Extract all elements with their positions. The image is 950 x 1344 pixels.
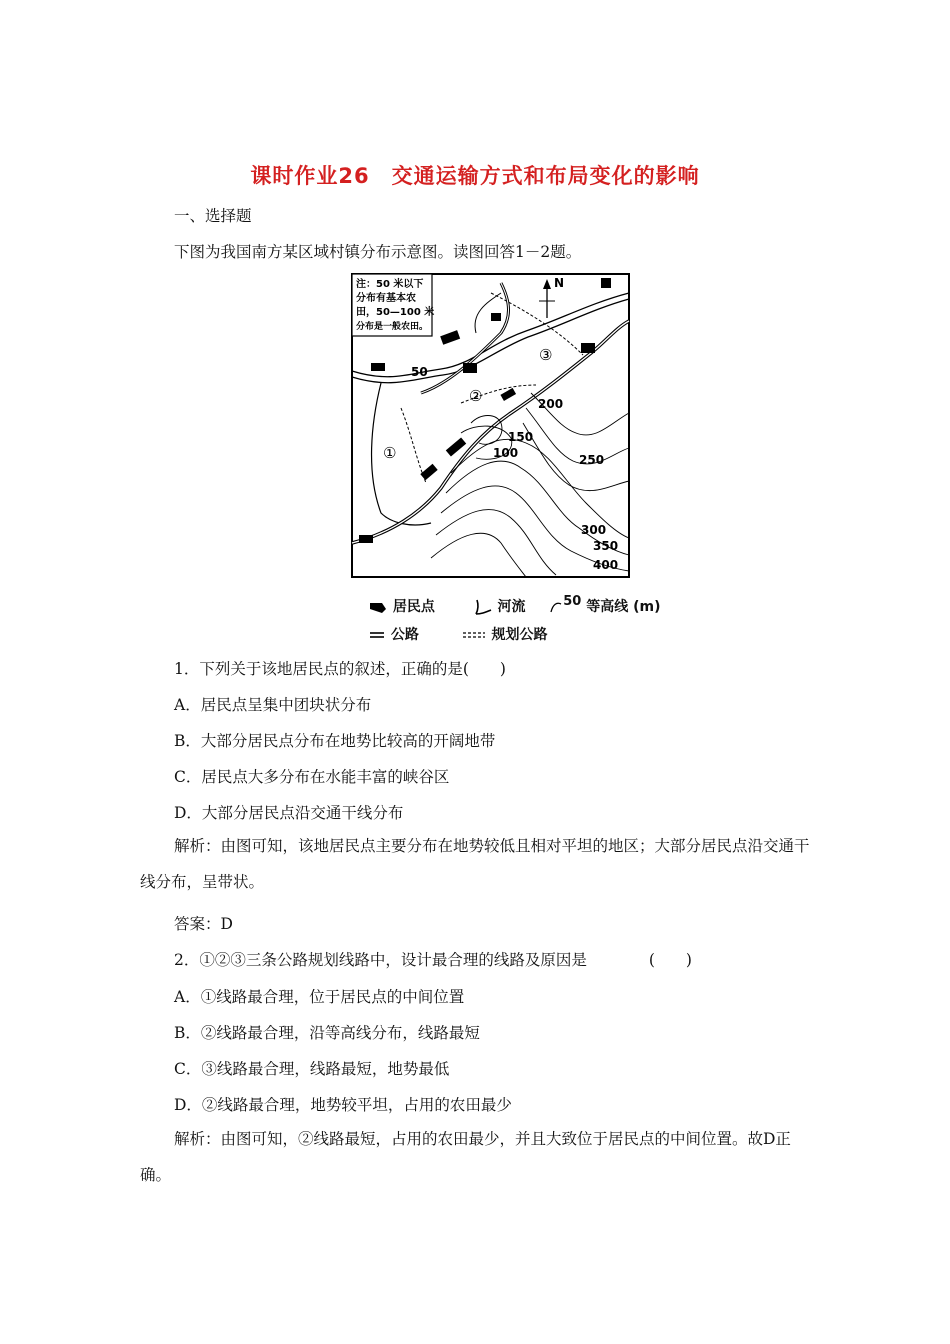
legend-settlement: 居民点 [392, 599, 435, 615]
question-2-option-b: B．②线路最合理，沿等高线分布，线路最短 [174, 1024, 480, 1042]
question-1-option-c: C．居民点大多分布在水能丰富的峡谷区 [174, 768, 450, 786]
question-1-stem: 1．下列关于该地居民点的叙述，正确的是( ) [174, 660, 506, 678]
route-label-3: ③ [539, 346, 553, 364]
question-2-option-c: C．③线路最合理，线路最短，地势最低 [174, 1060, 450, 1078]
legend-contour: 等高线 (m) [586, 599, 661, 615]
map-note-line: 分布是一般农田。 [356, 322, 429, 332]
contour-label: 350 [593, 539, 619, 553]
contour-label: 400 [593, 558, 619, 572]
question-2-stem: 2．①②③三条公路规划线路中，设计最合理的线路及原因是 ( ) [174, 951, 692, 969]
map-note-line: 田，50—100 米 [356, 307, 435, 318]
route-label-1: ① [383, 444, 397, 462]
planned-road-legend-icon [461, 629, 487, 641]
contour-label: 200 [538, 397, 564, 411]
question-2-option-a: A．①线路最合理，位于居民点的中间位置 [174, 988, 465, 1006]
map-note-line: 注：50 米以下 [356, 279, 424, 290]
section-heading: 一、选择题 [174, 207, 252, 225]
contour-label: 250 [579, 453, 605, 467]
settlement-legend-icon [368, 600, 388, 614]
question-1-option-d: D．大部分居民点沿交通干线分布 [174, 804, 404, 822]
legend-planned-road: 规划公路 [491, 627, 548, 643]
map-note-line: 分布有基本农 [356, 293, 416, 304]
svg-text:N: N [554, 276, 565, 290]
legend-river: 河流 [497, 599, 526, 615]
road-legend-icon [368, 629, 386, 641]
question-1-option-b: B．大部分居民点分布在地势比较高的开阔地带 [174, 732, 496, 750]
question-2-analysis: 解析：由图可知，②线路最短，占用的农田最少，并且大致位于居民点的中间位置。故D正确。 [140, 1130, 791, 1184]
page-title: 课时作业26 交通运输方式和布局变化的影响 [250, 164, 700, 188]
question-2-option-d: D．②线路最合理，地势较平坦，占用的农田最少 [174, 1096, 512, 1114]
intro-text: 下图为我国南方某区域村镇分布示意图。读图回答1－2题。 [174, 243, 582, 261]
contour-label: 300 [581, 523, 607, 537]
legend-road: 公路 [390, 627, 419, 643]
legend-contour-value: 50 [563, 594, 582, 609]
question-1-analysis: 解析：由图可知，该地居民点主要分布在地势较低且相对平坦的地区；大部分居民点沿交通干线分布，呈带状。 [140, 837, 810, 891]
contour-label: 150 [508, 430, 534, 444]
contour-label: 100 [493, 446, 519, 460]
map-legend-row-1 [368, 596, 660, 616]
map-legend-row-2 [368, 624, 548, 644]
river-legend-icon [473, 598, 493, 616]
route-label-2: ② [469, 387, 483, 405]
village-distribution-map [351, 273, 630, 578]
question-1-answer: 答案：D [174, 915, 233, 933]
contour-label: 50 [411, 365, 428, 379]
question-1-option-a: A．居民点呈集中团块状分布 [174, 696, 372, 714]
